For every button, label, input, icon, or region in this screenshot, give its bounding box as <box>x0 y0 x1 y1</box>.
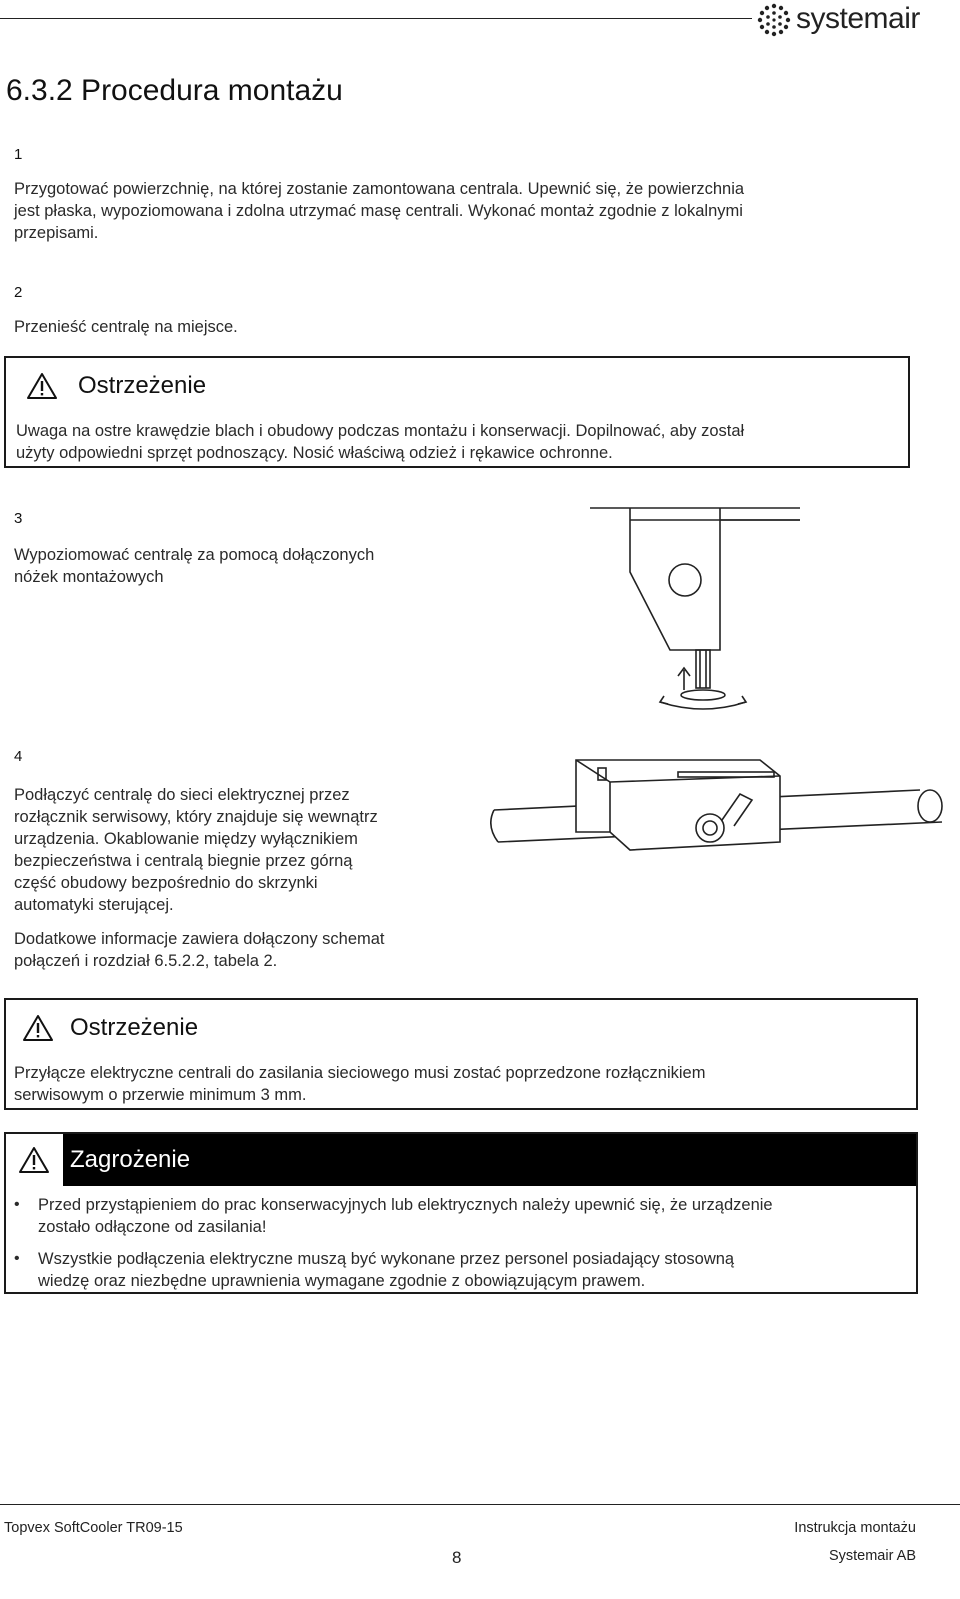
danger-bullet <box>38 1248 734 1292</box>
step-2-text <box>14 316 238 338</box>
page-number: 8 <box>452 1548 462 1567</box>
danger-bullet <box>38 1194 773 1238</box>
step-4-line: automatyki sterującej. <box>14 896 174 914</box>
step-4-extra-text <box>14 928 385 972</box>
step-4-line: bezpieczeństwa i centralą biegnie przez górną <box>14 852 353 870</box>
warning-line: serwisowym o przerwie minimum 3 mm. <box>14 1086 307 1104</box>
warning-line: użyty odpowiedni sprzęt podnoszący. Nosić właściwą odzież i rękawice ochronne. <box>16 444 613 462</box>
danger-title: Zagrożenie <box>70 1146 191 1173</box>
danger-bullet-line: zostało odłączone od zasilania! <box>38 1218 267 1236</box>
step-3-line: nóżek montażowych <box>14 568 164 586</box>
step-1-line: Przygotować powierzchnię, na której zostanie zamontowana centrala. Upewnić się, że powierzchnia <box>14 180 745 198</box>
danger-bullet-line: Przed przystąpieniem do prac konserwacyjnych lub elektrycznych należy upewnić się, że urządzenie <box>38 1196 773 1214</box>
danger-bullet-line: Wszystkie podłączenia elektryczne muszą być wykonane przez personel posiadający stosowną <box>38 1250 735 1268</box>
warning-line: Przyłącze elektryczne centrali do zasilania sieciowego musi zostać poprzedzone rozłącznikiem <box>14 1064 706 1082</box>
step-1-line: przepisami. <box>14 224 99 242</box>
step-1-line: jest płaska, wypoziomowana i zdolna utrzymać masę centrali. Wykonać montaż zgodnie z lokalnymi <box>14 202 743 220</box>
systemair-logo-icon <box>756 2 792 38</box>
step-4-extra-line: połączeń i rozdział 6.5.2.2, tabela 2. <box>14 952 278 970</box>
warning-title: Ostrzeżenie <box>70 1014 199 1041</box>
step-4-text <box>14 784 378 916</box>
warning-title: Ostrzeżenie <box>78 372 207 399</box>
leveling-foot-illustration <box>560 500 800 715</box>
step-4-extra-line: Dodatkowe informacje zawiera dołączony schemat <box>14 930 385 948</box>
step-1-text <box>14 178 744 244</box>
danger-box <box>4 1132 918 1294</box>
brand-name: systemair <box>796 2 920 35</box>
step-4-number: 4 <box>14 748 23 765</box>
step-2-number: 2 <box>14 284 23 301</box>
footer-doc-type: Instrukcja montażu <box>794 1520 916 1536</box>
footer-rule <box>0 1504 960 1505</box>
warning-text <box>14 1062 705 1106</box>
step-2-line: Przenieść centralę na miejsce. <box>14 318 238 336</box>
step-4-line: Podłączyć centralę do sieci elektrycznej przez <box>14 786 350 804</box>
warning-box <box>4 356 910 468</box>
bullet-marker: • <box>14 1196 20 1213</box>
step-3-number: 3 <box>14 510 23 527</box>
danger-header <box>6 1134 916 1186</box>
step-1-number: 1 <box>14 146 23 163</box>
step-4-line: urządzenia. Okablowanie między wyłącznikiem <box>14 830 358 848</box>
warning-box <box>4 998 918 1110</box>
warning-line: Uwaga na ostre krawędzie blach i obudowy podczas montażu i konserwacji. Dopilnować, aby został <box>16 422 745 440</box>
bullet-marker: • <box>14 1250 20 1267</box>
warning-triangle-icon <box>18 1146 50 1174</box>
step-3-text <box>14 544 374 588</box>
section-title: 6.3.2 Procedura montażu <box>6 74 343 107</box>
warning-text <box>16 420 744 464</box>
danger-bullet-line: wiedzę oraz niezbędne uprawnienia wymagane zgodnie z obowiązującym prawem. <box>38 1272 646 1290</box>
warning-triangle-icon <box>26 372 58 400</box>
header-rule <box>0 18 752 19</box>
footer-company: Systemair AB <box>828 1548 916 1564</box>
step-4-line: część obudowy bezpośrednio do skrzynki <box>14 874 318 892</box>
danger-icon-cell <box>6 1134 64 1186</box>
service-switch-illustration <box>490 750 950 870</box>
systemair-logo <box>756 0 960 40</box>
step-4-line: rozłącznik serwisowy, który znajduje się wewnątrz <box>14 808 378 826</box>
warning-triangle-icon <box>22 1014 54 1042</box>
footer-product: Topvex SoftCooler TR09-15 <box>4 1520 183 1536</box>
step-3-line: Wypoziomować centralę za pomocą dołączonych <box>14 546 375 564</box>
